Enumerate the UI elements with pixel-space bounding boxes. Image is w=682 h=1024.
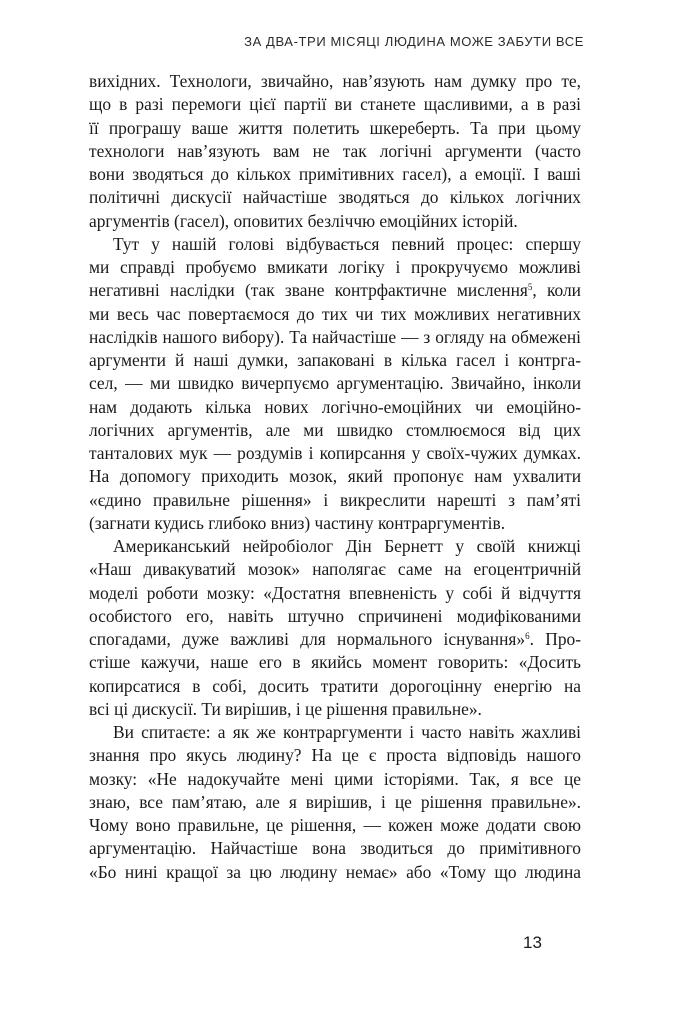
text-line: аргументів (гасел), оповитих безліччю емоційних історій. [89, 210, 518, 231]
text-line: технологи нав’язують вам не так логічні аргументи (часто [89, 140, 581, 161]
text-line: вони зводяться до кількох примітивних гасел), а емоції. І ваші [89, 164, 581, 184]
footnote-ref: 5 [527, 282, 533, 293]
text-line: всі ці дискусії. Ти вирішив, і це рішення правильне». [89, 698, 482, 719]
text-line: На допомогу приходить мозок, який пропонує нам ухвалити [89, 466, 581, 487]
text-line: аргументацію. Найчастіше вона зводиться до примітивного [89, 838, 581, 859]
text-line: її програшу ваше життя полетить шкереберть. Та при цьому [89, 117, 581, 138]
body-text [89, 70, 581, 884]
text-line: що в разі перемоги цієї партії ви станете щасливими, а в разі [89, 94, 581, 115]
text-line [89, 279, 581, 302]
text-line: Тут у нашій голові відбувається певний процес: спершу [113, 233, 581, 254]
text-line: (загнати кудись глибоко вниз) частину контраргументів. [89, 512, 506, 533]
text-line: наслідків нашого вибору). Та найчастіше — з огляду на обмежені [89, 326, 581, 347]
text-line: Американський нейробіолог Дін Бернетт у своїй книжці [113, 536, 581, 556]
text-line [89, 628, 581, 651]
page-number: 13 [523, 933, 542, 952]
text-line: «єдино правильне рішення» і викреслити нарешті з пам’яті [89, 489, 581, 510]
text-line: логічних аргументів, але ми швидко стомлюємося від цих [89, 419, 581, 440]
text-line: нам додають кілька нових логічно-емоційних чи емоційно- [89, 396, 581, 417]
text-line: знання про якусь людину? На це є проста відповідь нашого [89, 745, 581, 766]
text-line: Ви спитаєте: а як же контраргументи і часто навіть жахливі [113, 722, 581, 742]
text-line: «Бо нині кращої за цю людину немає» або «Тому що людина [89, 861, 581, 882]
text-line: копирсатися в собі, досить тратити дорогоцінну енергію на [89, 675, 581, 696]
text-line: аргументи й наші думки, запаковані в кілька гасел і контрга- [89, 350, 581, 370]
text-line: ми весь час повертаємося до тих чи тих можливих негативних [89, 303, 581, 324]
running-head: ЗА ДВА-ТРИ МІСЯЦІ ЛЮДИНА МОЖЕ ЗАБУТИ ВСЕ [244, 34, 584, 49]
text-fragment: спогадами, дуже важливі для нормального існування» [89, 629, 526, 649]
footnote-ref: 6 [525, 631, 530, 641]
text-line: танталових мук — роздумів і копирсання у своїх-чужих думках. [89, 443, 581, 463]
text-line: сел, — ми швидко вичерпуємо аргументацію. Звичайно, інколи [89, 373, 581, 394]
text-line: стіше кажучи, наше его в якийсь момент говорить: «Досить [89, 652, 581, 673]
text-line: вихідних. Технологи, звичайно, нав’язують нам думку про те, [89, 71, 581, 91]
text-fragment: . Про- [529, 629, 582, 649]
text-line: політичні дискусії найчастіше зводяться до кількох логічних [89, 187, 581, 208]
text-fragment: , коли [532, 280, 581, 301]
text-line: Чому воно правильне, це рішення, — кожен може додати свою [89, 815, 581, 835]
text-line: особистого его, навіть штучно спричинені модифікованими [89, 605, 581, 626]
text-line: знаю, все пам’ятаю, але я вирішив, і це рішення правильне». [89, 791, 581, 812]
text-line: моделі роботи мозку: «Достатня впевненість у собі й відчуття [89, 582, 581, 603]
text-line: «Наш дивакуватий мозок» наполягає саме на егоцентричній [89, 559, 581, 580]
text-line: ми справді пробуємо вмикати логіку і прокручуємо можливі [89, 257, 581, 277]
text-line: мозку: «Не надокучайте мені цими історіями. Так, я все це [89, 768, 581, 789]
text-fragment: негативні наслідки (так зване контрфактичне мислення [89, 280, 528, 301]
